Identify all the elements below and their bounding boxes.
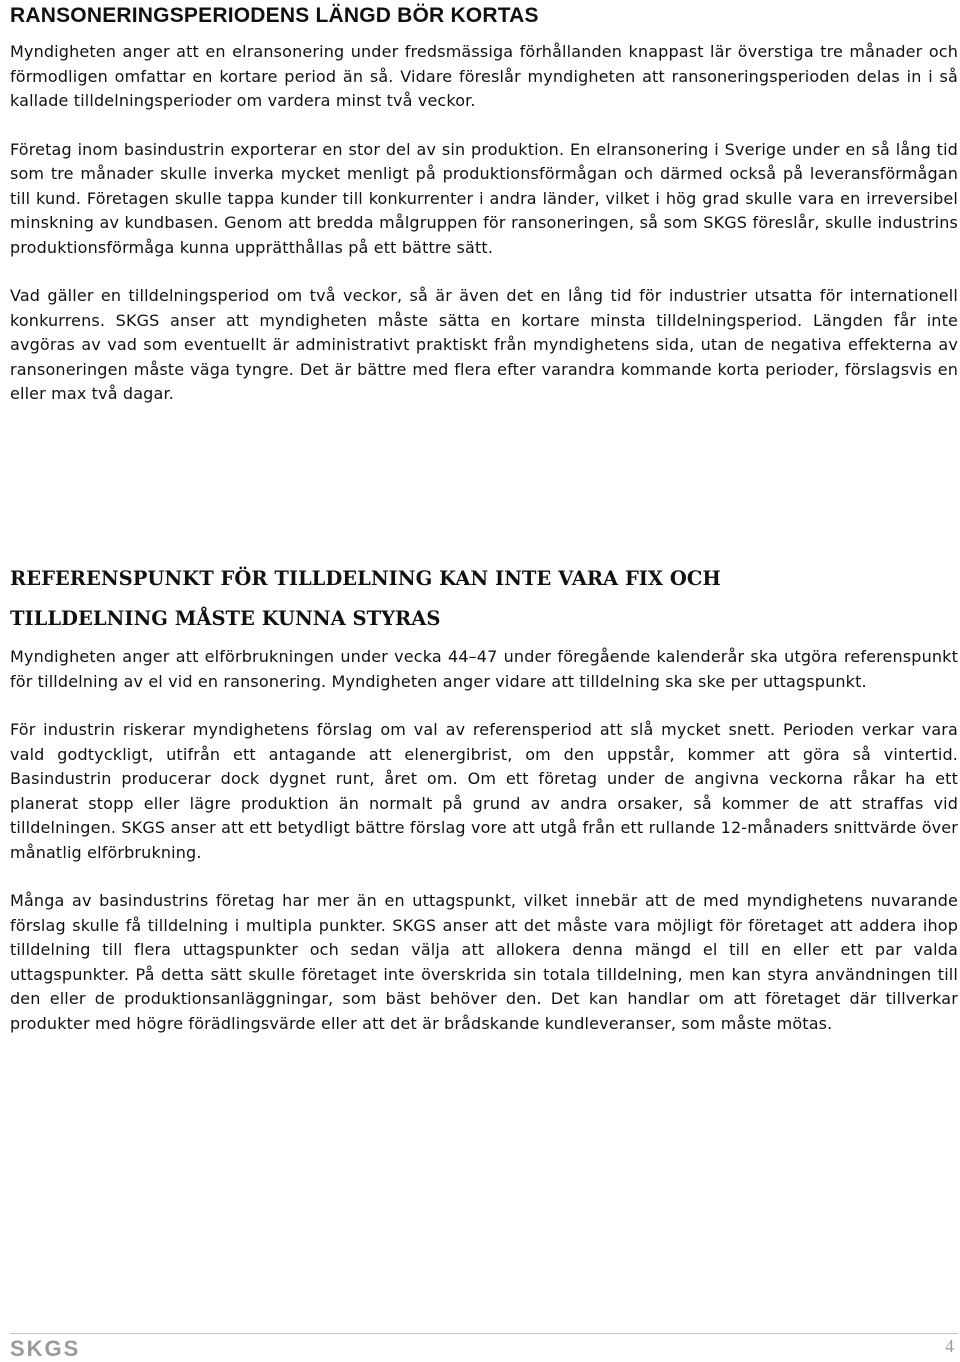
paragraph: Myndigheten anger att en elransonering under fredsmässiga förhållanden knappast lär överstiga tre månader och förmodligen omfattar en kortare period än så. Vidare föreslår myndigheten att ransoneringsperioden delas in i så kallade tilldelningsperioder om vardera minst två veckor. <box>10 42 958 110</box>
paragraph: Myndigheten anger att elförbrukningen under vecka 44–47 under föregående kalenderår ska utgöra referenspunkt för tilldelning av el vid en ransonering. Myndigheten anger vidare att tilldelning ska ske per uttagspunkt. <box>10 647 958 691</box>
section-heading: RANSONERINGSPERIODENS LÄNGD BÖR KORTAS <box>10 4 539 27</box>
section-reference-point <box>10 559 958 1036</box>
footer-divider <box>10 1333 958 1334</box>
document-page <box>10 0 958 1033</box>
paragraph: För industrin riskerar myndighetens förslag om val av referensperiod att slå mycket snett. Perioden verkar vara vald godtyckligt, utifrån ett antagande att elenergibrist, om den uppstår, kommer att göra så vintertid. Basindustrin producerar dock dygnet runt, året om. Om ett företag under de angivna veckorna råkar ha ett planerat stopp eller lägre produktion än normalt på grund av andra orsaker, så kommer de att straffas vid tilldelningen. SKGS anser att ett betydligt bättre förslag vore att utgå från ett rullande 12-månaders snittvärde över månatlig elförbrukning. <box>10 720 958 862</box>
section-heading-line-1: REFERENSPUNKT FÖR TILLDELNING KAN INTE VARA FIX OCH <box>10 567 721 590</box>
paragraph: Företag inom basindustrin exporterar en stor del av sin produktion. En elransonering i Sverige under en så lång tid som tre månader skulle inverka mycket menligt på produktionsförmågan och därmed också på leveransförmågan till kund. Företagen skulle tappa kunder till konkurrenter i andra länder, vilket i hög grad skulle vara en irreversibel minskning av kundbasen. Genom att bredda målgruppen för ransoneringen, så som SKGS föreslår, skulle industrins produktionsförmåga kunna upprätthållas på ett bättre sätt. <box>10 139 958 257</box>
section-heading-line-2: TILLDELNING MÅSTE KUNNA STYRAS <box>10 607 441 630</box>
skgs-logo: SKGS <box>10 1336 81 1361</box>
page-number: 4 <box>945 1336 954 1356</box>
paragraph: Vad gäller en tilldelningsperiod om två veckor, så är även det en lång tid för industrier utsatta för internationell konkurrens. SKGS anser att myndigheten måste sätta en kortare minsta tilldelningsperiod. Längden får inte avgöras av vad som eventuellt är administrativt praktiskt från myndighetens sida, utan de negativa effekterna av ransoneringen måste väga tyngre. Det är bättre med flera efter varandra kommande korta perioder, förslagsvis en eller max två dagar. <box>10 286 958 403</box>
paragraph: Många av basindustrins företag har mer än en uttagspunkt, vilket innebär att de med myndighetens nuvarande förslag skulle få tilldelning i multipla punkter. SKGS anser att det måste vara möjligt för företaget att addera ihop tilldelning till flera uttagspunkter och sedan välja att allokera denna mängd el till en eller ett par valda uttagspunkter. På detta sätt skulle företaget inte överskrida sin totala tilldelning, men kan styra användningen till den eller de produktionsanläggningar, som bäst behöver den. Det kan handlar om att företaget där tillverkar produkter med högre förädlingsvärde eller att det är brådskande kundleveranser, som måste mötas. <box>10 891 958 1033</box>
section-rationing-period <box>10 4 958 407</box>
